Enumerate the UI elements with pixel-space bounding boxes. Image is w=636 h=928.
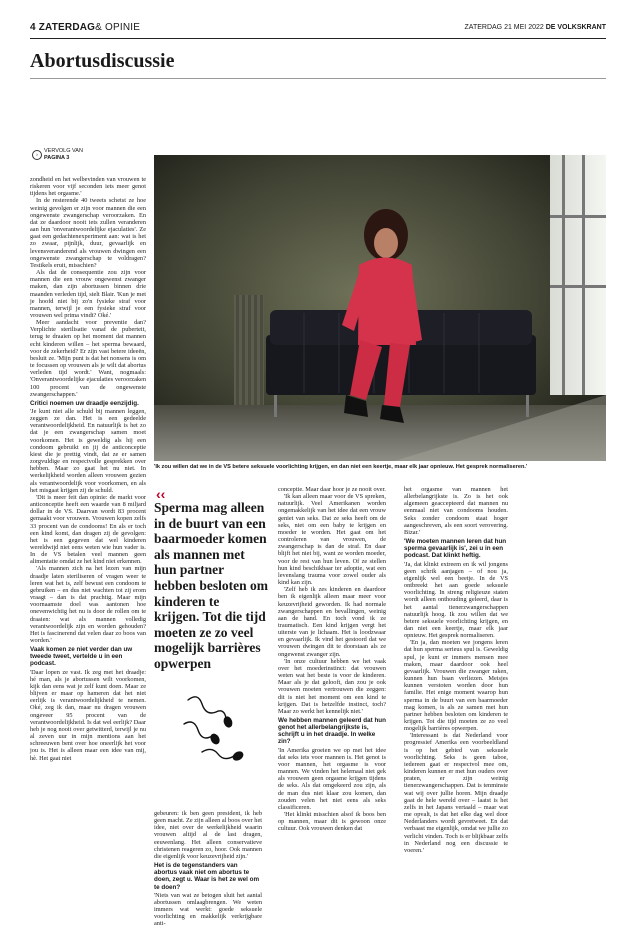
continued-page: PAGINA 3 xyxy=(44,155,70,161)
column-2 xyxy=(154,810,262,928)
article-paragraph: 'Als mannen zich na het lezen van mijn draadje laten steriliseren of vragen weer te leren wat het is, zelf bewust een condoom te gebruiken – en dus niet wachten tot zij erom vraagt – dan is dat prachtig. Maar mijn voornaamste doel was aantonen hoe onevenwichtig het nu is door de rollen om te draaien: wat als mannen volledig verantwoordelijk zijn en worden gehouden? Het is fascinerend dat velen daar zo boos van worden.' xyxy=(30,565,146,644)
column-4 xyxy=(404,486,508,854)
page-number: 4 xyxy=(30,22,36,33)
interview-question: Vaak komen ze niet verder dan uw tweede tweet, vertelde u in een podcast. xyxy=(30,646,133,668)
portrait-photo-illustration xyxy=(154,155,606,461)
sperm-illustration-icon xyxy=(182,690,252,770)
quote-mark-icon: ‹‹ xyxy=(156,486,166,502)
section-name: ZATERDAG xyxy=(38,22,96,33)
article-paragraph: 'Niets van wat ze betogen sluit het aantal abortussen omlaagbrengen. We weten immers wat werkt: goede seksuele voorlichting en makkelijk verkrijgbare anti- xyxy=(154,891,262,928)
interview-question: 'We moeten mannen leren dat hun sperma gevaarlijk is', zei u in een podcast. Dat klinkt heftig. xyxy=(404,538,507,560)
interview-question: Critici noemen uw draadje eenzijdig. xyxy=(30,399,139,407)
header-rule xyxy=(30,38,606,39)
interview-question: Het is de tegenstanders van abortus vaak niet om abortus te doen, zegt u. Waar is het ze wel om te doen? xyxy=(154,862,260,891)
article-paragraph: 'Je kunt niet alle schuld bij mannen leggen, zeggen ze dan. Het is een gedeelde verantwoordelijkheid. En natuurlijk is het zo dat je een zwangerschap samen moet voorkomen. Het is geweldig als hij een condoom gebruikt en jij de anticonceptie kiest die je prettig vindt, dat ze er samen zorgvuldige en respectvolle gesprekken over hebben. Maar zo gaat het nu niet. In werkelijkheid worden alleen vrouwen gezien als verantwoordelijk voor voorkomen, en als het misgaat krijgen zij de schuld. xyxy=(30,408,146,494)
article-paragraph: In de resterende 40 tweets schetst ze hoe weinig gevolgen er zijn voor mannen die een ongewenste zwangerschap veroorzaken. En dat ze daardoor nooit iets zullen veranderen aan hun 'onverantwoordelijke ejaculaties'. Ze gaat een gedachtenexperiment aan: wat is het zo zwaar, pijnlijk, duur, gevaarlijk en levensveranderend als vrouwen dwingen een ongewenste zwangerschap te voldragen? Testikels eruit, misschien? xyxy=(30,197,146,269)
article-paragraph: 'In onze cultuur hebben we het vaak over het moederinstinct: dat vrouwen weten wat het beste is voor de kinderen. Maar als je dat gelooft, dan zou je ook vrouwen moeten vertrouwen die zeggen: dit is niet het moment om een kind te krijgen. Dat is hetzelfde instinct, toch? Maar zo werkt het kennelijk niet.' xyxy=(278,657,386,715)
article-paragraph: 'Ik kan alleen maar voor de VS spreken, natuurlijk. Veel Amerikanen worden ongemakkelijk van het idee dat een vrouw geniet van seks. Dat ze seks heeft om de seks, niet om een baby te krijgen en moeder te worden. Het gaat om het controleren van vrouwen, de zwangerschap is dan de straf. En daar blijft het niet bij, want ze worden moeder, voor de rest van hun leven. Of ze stellen hun kind beschikbaar ter adoptie, wat een levenslang trauma voor zowel ouder als kind kan zijn. xyxy=(278,493,386,587)
article-paragraph: het orgasme van mannen het allerbelangrijkste is. Zo is het ook algemeen geaccepteerd dat mannen nu eenmaal niet van condooms houden. Seks zonder condoom staat hoger aangeschreven, als een soort verovering. Bizar.' xyxy=(404,486,508,536)
continued-label: VERVOLG VAN xyxy=(44,148,83,154)
article-paragraph: 'En ja, dan moeten we jongens leren dat hun sperma serieus spul is. Geweldig spul, je kunt er immers mensen mee maken, maar daardoor ook heel gevaarlijk. Vrouwen die zwanger raken, kunnen hun baan verliezen. Meisjes kunnen verstoten worden door hun familie. Het enige moment waarop hun sperma in de buurt van een baarmoeder mag komen, is als ze samen met hun partner hebben besloten om kinderen te krijgen. Tot die tijd moeten ze zo veel mogelijk barrières opwerpen. xyxy=(404,639,508,733)
photo-caption: 'Ik zou willen dat we in de VS betere seksuele voorlichting krijgen, en dan niet een keertje, maar elk jaar opnieuw. Het gesprek normaliseren.' xyxy=(154,464,528,470)
article-paragraph: Meer aandacht voor preventie dan? Verplichte sterilisatie vanaf de puberteit, terug te draaien op het moment dat mannen echt kinderen willen – het sperma bewaard, voor de zekerheid? Er zijn vast betere ideeën, besluit ze. 'Mijn punt is dat het nonsens is om te focussen op vrouwen als je wilt dat abortus verleden tijd wordt.' Want, nogmaals: 'Onverantwoordelijke ejaculaties veroorzaken 100 procent van de ongewenste zwangerschappen.' xyxy=(30,319,146,398)
pull-quote: Sperma mag alleen in de buurt van een baarmoeder komen als mannen met hun partner hebben besloten om kinderen te krijgen. Tot die tijd moeten ze zo veel mogelijk barrières opwerpen xyxy=(154,500,269,671)
article-paragraph: 'Het klinkt misschien alsof ik boos ben op mannen, maar dit is gewoon onze cultuur. Ook vrouwen denken dat xyxy=(278,811,386,833)
page-header-left xyxy=(30,22,140,33)
article-paragraph: 'Zelf heb ik zes kinderen en daardoor ben ik eigenlijk alleen maar meer voor keuzevrijheid geworden. Ik had normale zwangerschappen en bevallingen, weinig aan de hand. En toch vond ik ze traumatisch. Een kind krijgen vergt het uiterste van je lichaam. Het is loodzwaar en gevaarlijk. Ik vind het gestoord dat we vrouwen dwingen dit te doorstaan als ze ongewenst zwanger zijn. xyxy=(278,586,386,658)
article-paragraph: zondheid en het welbevinden van vrouwen te riskeren voor vijf seconden iets meer genot tijdens het orgasme.' xyxy=(30,176,146,198)
article-paragraph: gebeuren: ik ben geen president, ik heb geen macht. Ze zijn alleen al boos over het idee, niet over de werkelijkheid waarin vrouwen altijd al de last dragen, eeuwenlang. Het alleen conservatieve christenen reageren zo, hoor. Ook mannen die eigenlijk voor keuzevrijheid zijn.' xyxy=(154,810,262,860)
article-paragraph: 'In Amerika groeien we op met het idee dat seks iets voor mannen is. Het genot is voor mannen, het orgasme is voor mannen. We vinden het helemaal niet gek als vrouwen geen orgasme krijgen tijdens de seks. Als dat omgekeerd zou zijn, als de man dus niet klaar zou komen, dan zouden velen het niet eens als seks classificeren. xyxy=(278,746,386,811)
column-1 xyxy=(30,176,146,762)
article-paragraph: Als dat de consequentie zou zijn voor mannen die een vrouw ongewenst zwanger maken, dan zijn abortussen binnen drie maanden verleden tijd, stelt Blair. 'Kun je met je hoofd niet bij zo'n fysieke straf voor mannen, terwijl je een fysieke straf voor vrouwen wel prima vindt? Oké.' xyxy=(30,269,146,319)
article-paragraph: 'Dit is meer feit dan opinie: de markt voor anticonceptie heeft een waarde van 8 miljard dollar in de VS. Daarvan wordt 83 procent gemaakt voor vrouwen. Vrouwen kopen zelfs 33 procent van de condooms! En als er toch een kind komt, dan dragen zij de gevolgen: het is een gegeven dat wel kinderen wereldwijd niet eens weten wie hun vader is. In de VS betalen veel mannen geen alimentatie omdat ze het kind niet erkennen. xyxy=(30,493,146,566)
article-paragraph: 'Interessant is dat Nederland voor progressief Amerika een voorbeeldland is op het gebied van seksuele voorlichting. Seks is geen taboe, iedereen gaat er respectvol mee om, kinderen kunnen er met hun ouders over praten, er zijn weinig tienerzwangerschappen. Dat is tenminste wat wij over jullie horen. Mijn draadje gaat de hele wereld over – laatst is het zelfs in het Japans vertaald – maar wat me opvalt, is dat het elke dag wel door Nederlanders wordt gevretweet. En dat verbaast me eigenlijk, omdat we jullie zo verlicht vinden. Toch is er blijkbaar zelfs in Nederland nog een discussie te voeren.' xyxy=(404,732,508,854)
issue-date: ZATERDAG 21 MEI 2022 xyxy=(464,24,544,31)
page-title: Abortusdiscussie xyxy=(30,50,175,72)
article-paragraph: conceptie. Maar daar hoor je ze nooit over. xyxy=(278,486,386,493)
article-paragraph: 'Daar lopen ze vast. Ik zeg met het draadje: hé man, als je abortussen wilt voorkomen, kijk dan eens wat je zelf kunt doen. Maar ze blijven er maar op hameren dat het niet eerlijk is verantwoordelijkheid te nemen. Oké, zeg ik dan, maar nu dragen vrouwen ongeveer 95 procent van de verantwoordelijkheid. Is dat wel eerlijk? Daar heb je nog nooit over getwitterd, terwijl je nu al zeven uur in mijn mentions aan het schreeuwen bent over hoe oneerlijk het voor jou is. Het is alleen maar een idee van mij, hè. Het gaat niet xyxy=(30,668,146,762)
continued-arrow-icon: › xyxy=(32,150,42,160)
subsection-name: & OPINIE xyxy=(95,22,141,33)
continued-from[interactable] xyxy=(44,148,83,162)
interview-question: We hebben mannen geleerd dat hun genot het allerbelangrijkste is, schrijft u in het draadje. In welke zin? xyxy=(278,717,386,746)
article-paragraph: 'Ja, dat klinkt extreem en ik wil jongens geen schrik aanjagen – of nou ja, eigenlijk wel een beetje. In de VS ontbreekt het aan goede seksuele voorlichting. In streng religieuze staten wordt alleen onthouding geleerd, daar is het aantal tienerzwangerschappen natuurlijk hoog. Ik zou willen dat we betere seksuele voorlichting krijgen, en dan niet een keertje, maar elk jaar opnieuw. Het gesprek normaliseren. xyxy=(404,560,508,640)
column-3 xyxy=(278,486,386,833)
page-header-right xyxy=(465,24,606,31)
title-rule xyxy=(30,78,606,79)
paper-name: DE VOLKSKRANT xyxy=(545,24,606,31)
portrait-photo xyxy=(154,155,606,461)
